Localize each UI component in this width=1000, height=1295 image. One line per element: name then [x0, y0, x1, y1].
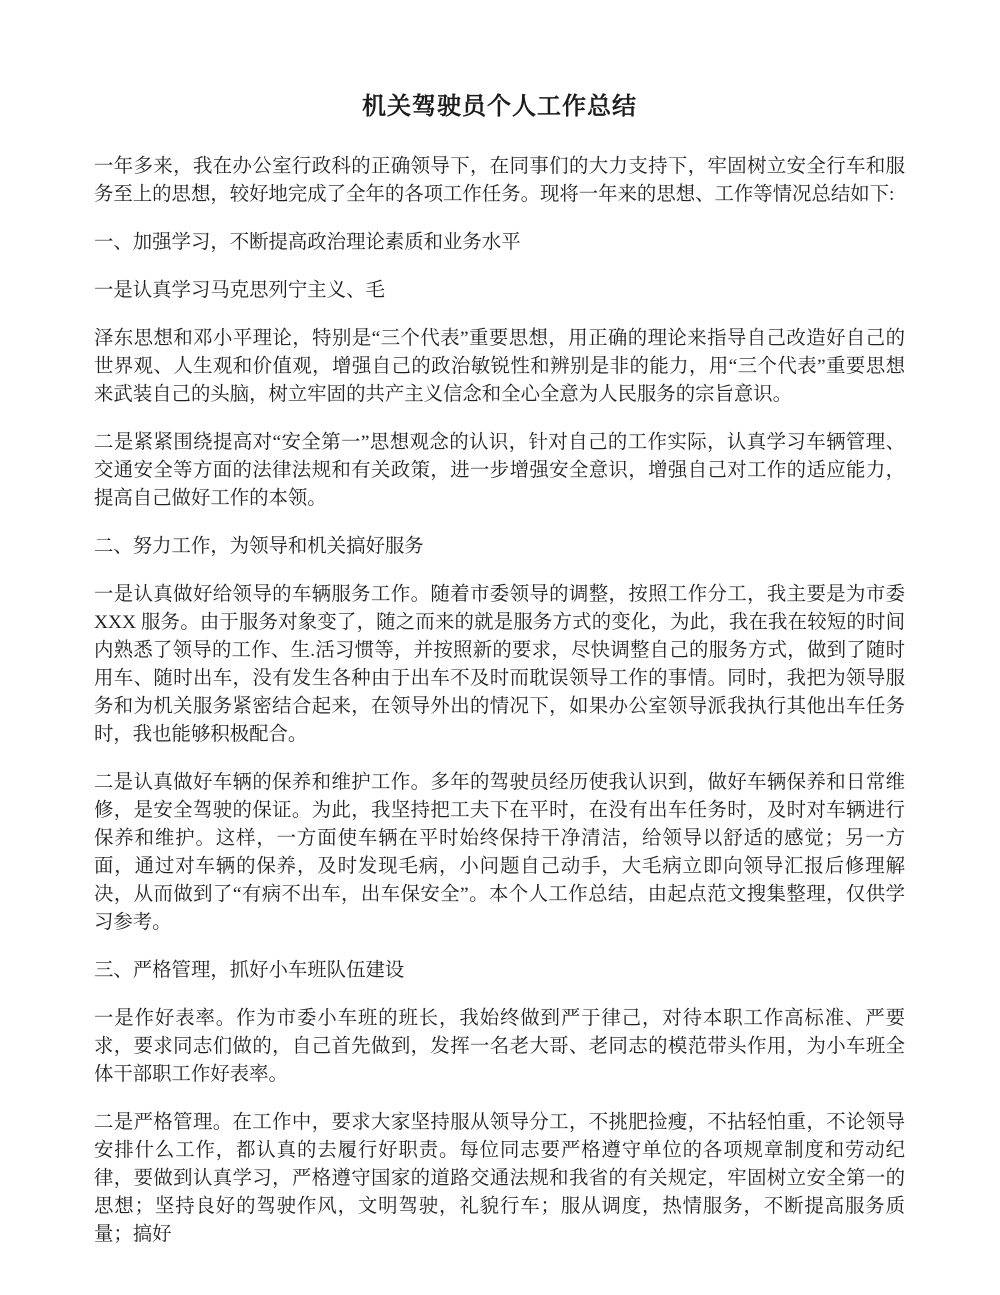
paragraph: 二是紧紧围绕提高对“安全第一”思想观念的认识，针对自己的工作实际，认真学习车辆管理、交通安全等方面的法律法规和有关政策，进一步增强安全意识，增强自己对工作的适应能力，提高自己做好工作的本领。	[94, 432, 905, 509]
paragraph: 三、严格管理，抓好小车班队伍建设	[94, 960, 405, 981]
paragraph: 二、努力工作，为领导和机关搞好服务	[94, 536, 424, 557]
paragraph: 泽东思想和邓小平理论，特别是“三个代表”重要思想，用正确的理论来指导自己改造好自己的世界观、人生观和价值观，增强自己的政治敏锐性和辨别是非的能力，用“三个代表”重要思想来武装自己的头脑，树立牢固的共产主义信念和全心全意为人民服务的宗旨意识。	[94, 328, 905, 405]
document-body	[94, 153, 905, 1249]
document-title: 机关驾驶员个人工作总结	[362, 93, 637, 120]
paragraph: 一、加强学习，不断提高政治理论素质和业务水平	[94, 232, 521, 253]
paragraph: 二是认真做好车辆的保养和维护工作。多年的驾驶员经历使我认识到，做好车辆保养和日常维修，是安全驾驶的保证。为此，我坚持把工夫下在平时，在没有出车任务时，及时对车辆进行保养和维护。这样，一方面使车辆在平时始终保持干净清洁，给领导以舒适的感觉；另一方面，通过对车辆的保养，及时发现毛病，小问题自己动手，大毛病立即向领导汇报后修理解决，从而做到了“有病不出车，出车保安全”。本个人工作总结，由起点范文搜集整理，仅供学习参考。	[94, 772, 905, 933]
paragraph: 一是作好表率。作为市委小车班的班长，我始终做到严于律己，对待本职工作高标准、严要求，要求同志们做的，自己首先做到，发挥一名老大哥、老同志的模范带头作用，为小车班全体干部职工作好表率。	[94, 1008, 905, 1085]
paragraph: 一是认真做好给领导的车辆服务工作。随着市委领导的调整，按照工作分工，我主要是为市委XXX 服务。由于服务对象变了，随之而来的就是服务方式的变化，为此，我在我在较短的时间内熟悉了领导的工作、生.活习惯等，并按照新的要求，尽快调整自己的服务方式，做到了随时用车、随时出车，没有发生各种由于出车不及时而耽误领导工作的事情。同时，我把为领导服务和为机关服务紧密结合起来，在领导外出的情况下，如果办公室领导派我执行其他出车任务时，我也能够积极配合。	[94, 584, 905, 745]
paragraph: 一是认真学习马克思列宁主义、毛	[94, 280, 385, 301]
paragraph: 二是严格管理。在工作中，要求大家坚持服从领导分工，不挑肥捡瘦，不拈轻怕重，不论领导安排什么工作，都认真的去履行好职责。每位同志要严格遵守单位的各项规章制度和劳动纪律，要做到认真学习，严格遵守国家的道路交通法规和我省的有关规定，牢固树立安全第一的思想；坚持良好的驾驶作风，文明驾驶，礼貌行车；服从调度，热情服务，不断提高服务质量；搞好	[94, 1112, 905, 1245]
paragraph: 一年多来，我在办公室行政科的正确领导下，在同事们的大力支持下，牢固树立安全行车和服务至上的思想，较好地完成了全年的各项工作任务。现将一年来的思想、工作等情况总结如下:	[94, 156, 905, 205]
